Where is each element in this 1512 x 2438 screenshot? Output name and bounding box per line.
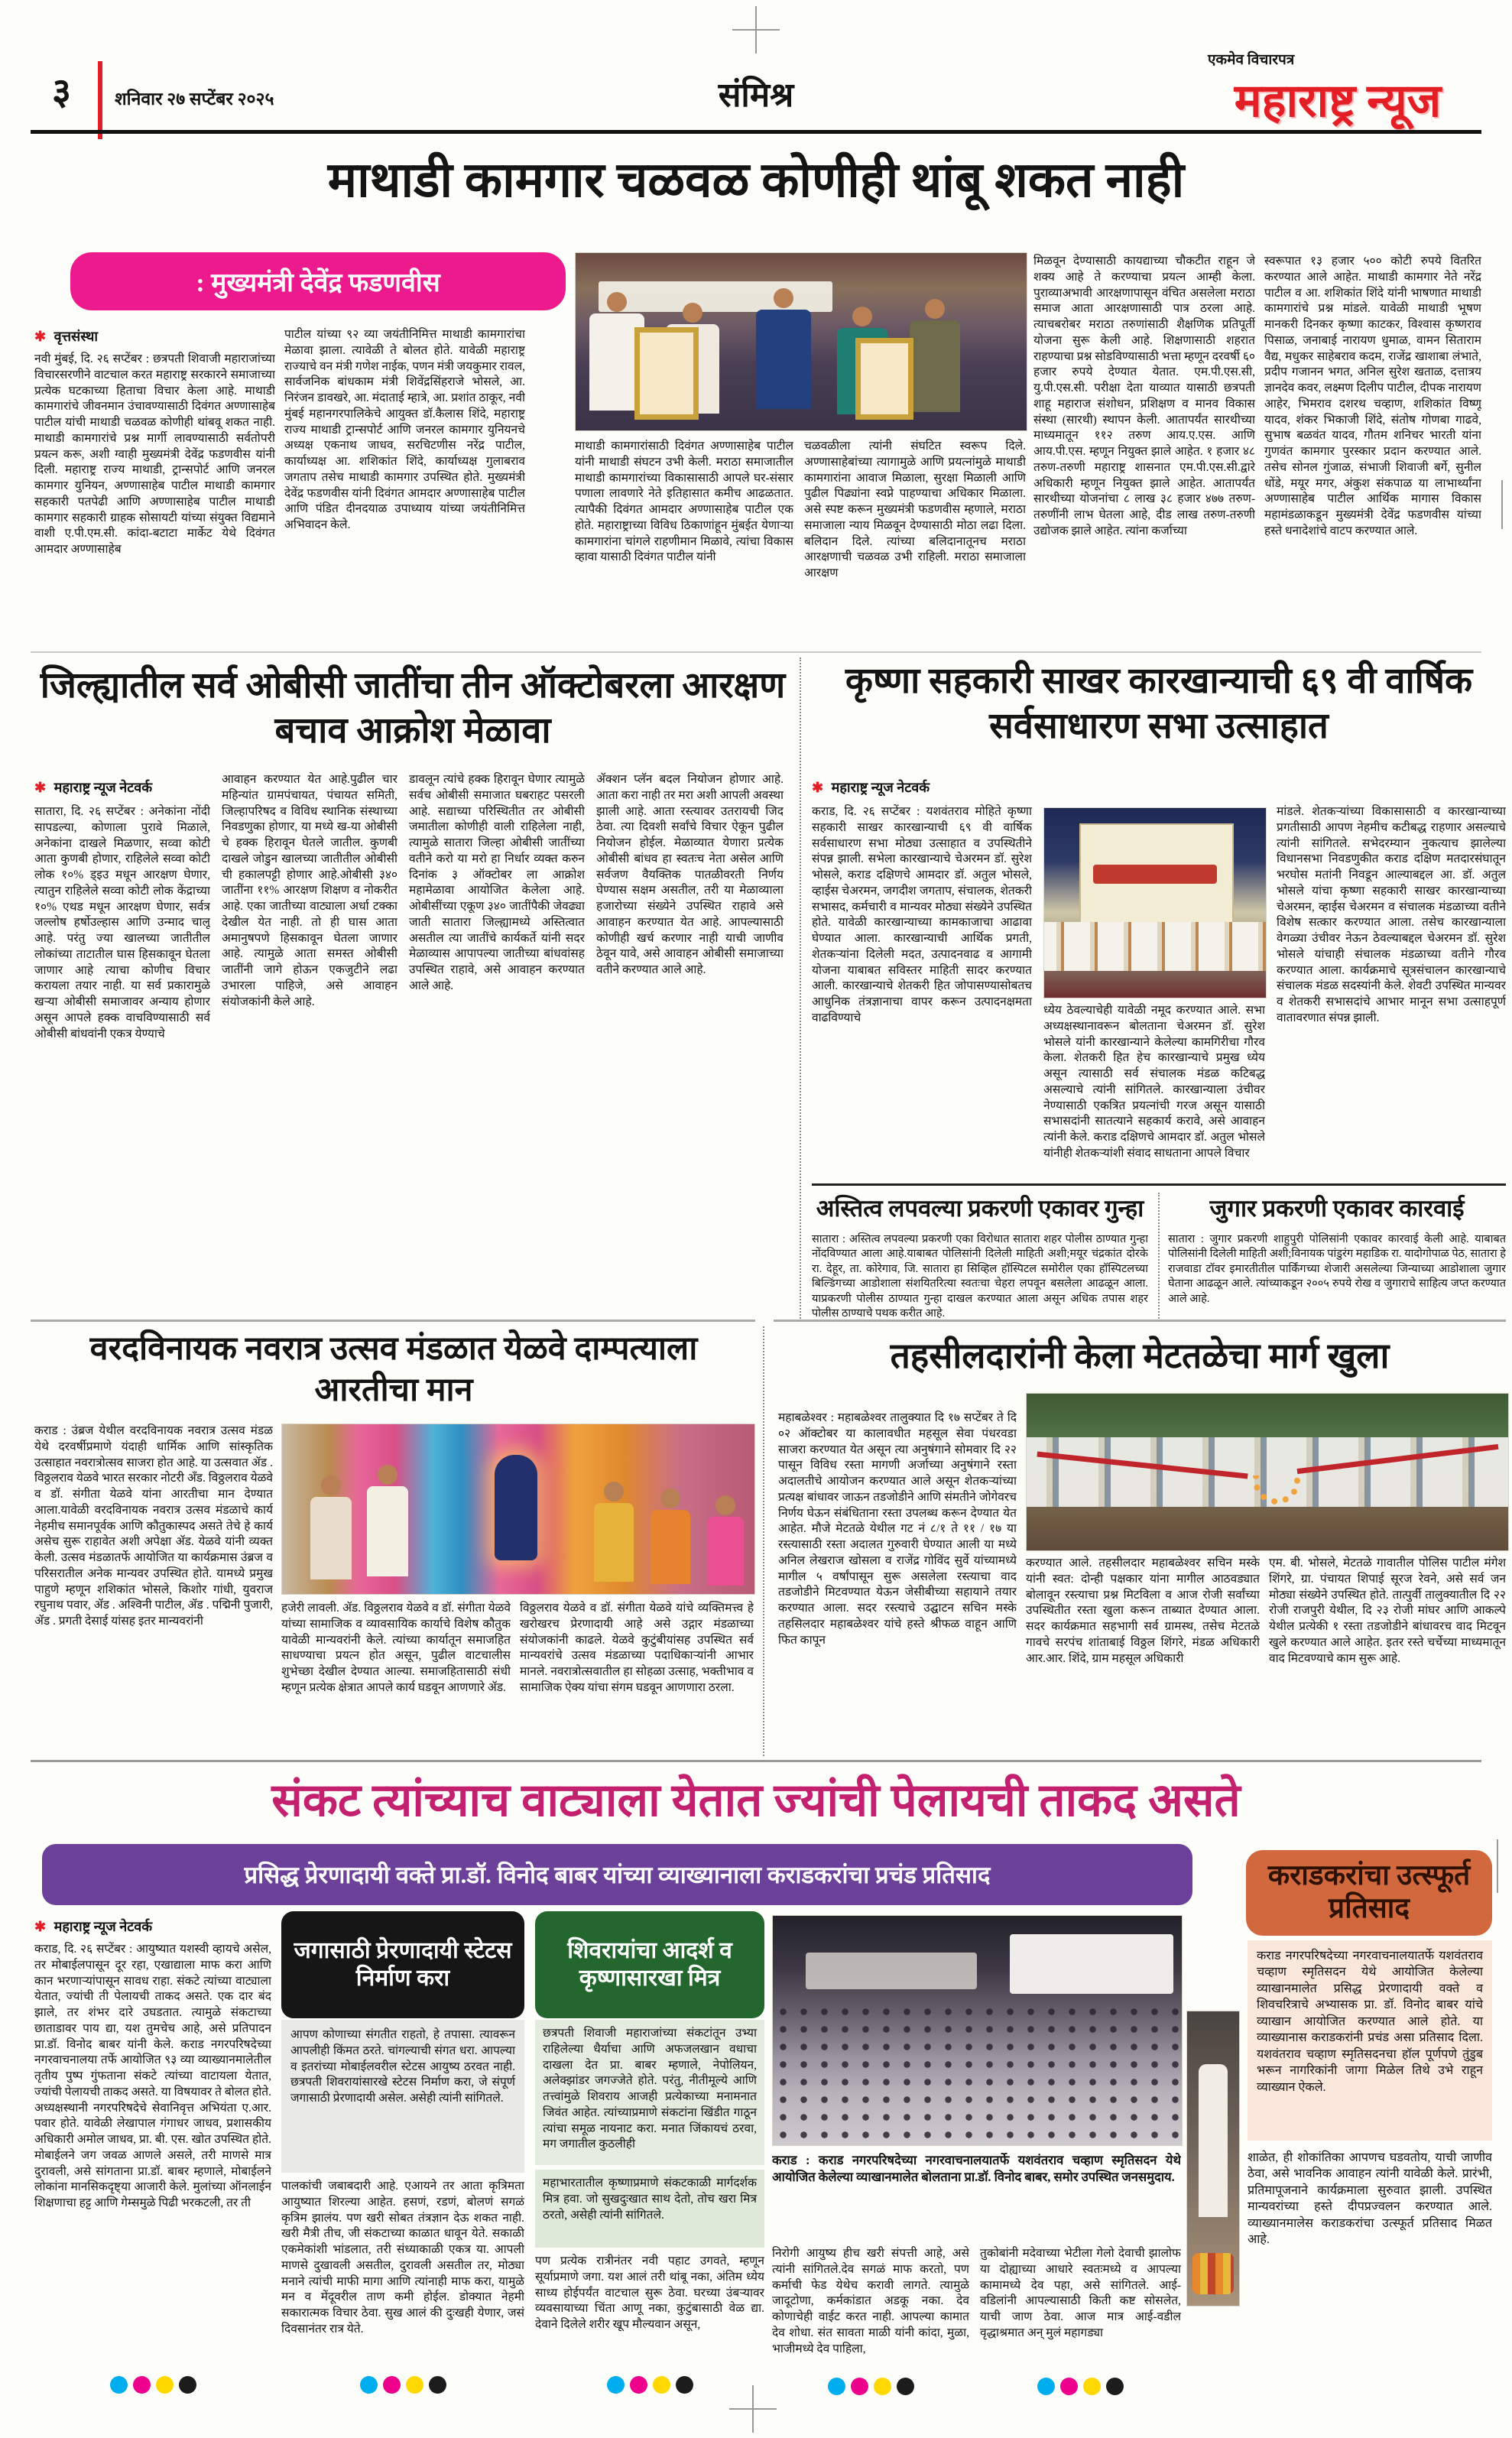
obc-col-3: डावलून त्यांचे हक्क हिरावून घेणार त्यामुळे सर्वच ओबीसी समाजात घबराहट पसरली आहे. सद्याच्या परिस्थितीत तर ओबीसी जमातीला कोणीही वाली राहिलेला नाही, त्यामुळे सातारा जिल्हा ओबीसी जातींच्या वतीने करो या मरो हा निर्धार व्यक्त करुन दिनांक ३ ऑक्टोबर ला आक्रोश महामेळावा आयोजित केलेला आहे. ओबीसींच्या एकूण ३४० जातींपैकी जेवढ्या जाती सातारा जिल्ह्यामध्ये अस्तित्वात असतील त्या जातींचे कार्यकर्ते यांनी सदर मेळाव्यास आपापल्या जातीच्या बांधवांसह उपस्थित राहावे, असे आवाहन करण्यात आले आहे. bbox=[409, 773, 585, 992]
tehsildar-col-2: करण्यात आले. तहसीलदार महाबळेश्वर सचिन मस्के यांनी स्वत: दोन्ही पक्षकार यांना मागील आठवड्यात बोलावून रस्त्याचा प्रश्न मिटविला व आज रोजी सर्वांच्या उपस्थितीत रस्ता खुला करून ताब्यात देण्यात आला. सदर कार्यक्रमात सहभागी सर्व ग्रामस्थ, तसेच मेटतळे गावचे सरपंच शांताबाई विठ्ठल शिंगरे, मंडळ अधिकारी आर.आर. शिंदे, ग्राम महसूल अधिकारी bbox=[1026, 1557, 1260, 1665]
krishna-col-1: कराड, दि. २६ सप्टेंबर : यशवंतराव मोहिते कृष्णा सहकारी साखर कारखान्याची ६९ वी वार्षिक सर्वसाधारण सभा मोठ्या उत्साहात व उपस्थितीने संपन्न झाली. सभेला कारखान्याचे चेअरमन डॉ. सुरेश भोसले, कराड दक्षिणचे आमदार डॉ. अतुल भोसले, व्हाईस चेअरमन, जगदीश जगताप, संचालक, शेतकरी सभासद, कर्मचारी व मान्यवर मोठ्या संख्येने उपस्थित होते. यावेळी कारखान्याच्या कामकाजाचा आढावा घेण्यात आला. कारखान्याची आर्थिक प्रगती, शेतकऱ्यांना दिलेली मदत, उत्पादनवाढ व आगामी योजना याबाबत सविस्तर माहिती सादर करण्यात आली. कारखान्याचे शेतकरी हित जोपासण्यासोबतच आधुनिक तंत्रज्ञानाचा वापर करून उत्पादनक्षमता वाढविण्याचे bbox=[812, 805, 1032, 1024]
audience-row bbox=[1044, 922, 1266, 971]
cyan-dot-icon bbox=[360, 2376, 378, 2394]
mathadi-col-2: पाटील यांच्या ९२ व्या जयंतीनिमित्त माथाडी कामगारांचा मेळावा झाला. त्यावेळी ते बोलत होते. यावेळी महाराष्ट्र राज्याचे वन मंत्री गणेश नाईक, पणन मंत्री जयकुमार रावल, सार्वजनिक बांधकाम मंत्री शिवेंद्रसिंहराजे भोसले, आ. निरंजन डावखरे, आ. मंदाताई म्हात्रे, आ. प्रशांत ठाकूर, नवी मुंबई महानगरपालिकेचे आयुक्त डॉ.कैलास शिंदे, महाराष्ट्र राज्य माथाडी ट्रान्सपोर्ट आणि जनरल कामगार युनियनचे अध्यक्ष एकनाथ जाधव, सरचिटणीस नरेंद्र पाटील, कार्याध्यक्ष आ. शशिकांत शिंदे, कार्याध्यक्ष गुलाबराव जगताप तसेच माथाडी कामगार उपस्थित होते. मुख्यमंत्री देवेंद्र फडणवीस यांनी दिवंगत आमदार अण्णासाहेब पाटील आणि पंडित दीनदयाळ उपाध्याय यांच्या जयंतीनिमित्त अभिवादन केले. bbox=[284, 328, 525, 532]
mathadi-col-photo-1: माथाडी कामगारांसाठी दिवंगत अण्णासाहेब पाटील यांनी माथाडी संघटन उभी केली. मराठा समाजातील माथाडी कामगारांच्या विकासासाठी आपले घर-संसार पणाला लावणारे नेते इतिहासात कमीच आढळतात. त्यापैकी दिवंगत आमदार अण्णासाहेब पाटील एक होते. महाराष्ट्राच्या विविध ठिकाणांहून मुंबईत येणाऱ्या कामगारांना चांगले राहणीमान मिळावे, त्यांचा विकास व्हावा यासाठी दिवंगत पाटील यांनी bbox=[575, 440, 793, 564]
person-head bbox=[378, 1465, 397, 1485]
crop-mark bbox=[1501, 480, 1503, 529]
mathadi-byline-label: वृत्तसंस्था bbox=[54, 329, 99, 344]
section-rule bbox=[31, 1320, 755, 1322]
crime1-body: सातारा : अस्तित्व लपवल्या प्रकरणी एका विरोधात सातारा शहर पोलीस ठाण्यात गुन्हा नोंदविण्यात आला आहे.याबाबत पोलिसांनी दिलेली माहिती अशी;मयूर चंद्रकांत दोरके रा. देहूर, ता. कोरेगाव, जि. सातारा हा सिव्हिल हॉस्पिटल समोरील एका हॉस्पिटलच्या बिल्डिंगच्या आडोशाला संशयितरित्या स्वतःचा चेहरा लपवून बसलेला आढळून आला. याप्रकरणी पोलीस ठाण्यात गुन्हा दाखल करण्यात आला असून अधिक तपास शहर पोलीस ठाण्याचे पथक करीत आहे. bbox=[812, 1233, 1148, 1320]
yellow-dot-icon bbox=[874, 2378, 891, 2395]
person-body bbox=[367, 1486, 408, 1576]
tehsildar-col-3: एम. बी. भोसले, मेटतळे गावातील पोलिस पाटील मंगेश शिंगरे, ग्रा. पंचायत शिपाई सूरज रेवने, असे सर्व जन मोठ्या संख्येने उपस्थित होते. तात्पुर्वी तालुक्यातील दि २२ रोजी राजपुरी येथील, दि २३ रोजी मांघर आणि आकल्पे येथील प्रत्येकी १ रस्ता तडजोडीने बांधावरच वाद मिटवून खुले करण्यात आले आहेत. इतर रस्ते चर्चेच्या माध्यमातून वाद मिटवण्याचे काम सुरू आहे. bbox=[1269, 1557, 1506, 1665]
header-date: शनिवार २७ सप्टेंबर २०२५ bbox=[115, 89, 274, 109]
person-head bbox=[852, 307, 872, 326]
lecture-green-body-2: महाभारतातील कृष्णाप्रमाणे संकटकाळी मार्गदर्शक मित्र हवा. जो सुखदुःखात साथ देतो, तोच खरा मित्र ठरतो, असेही त्यांनी सांगितले. bbox=[535, 2170, 764, 2248]
tehsildar-headline: तहसीलदारांनी केला मेटतळेचा मार्ग खुला bbox=[890, 1336, 1390, 1375]
person-body bbox=[707, 1517, 744, 1586]
person-body bbox=[756, 310, 811, 409]
cyan-dot-icon bbox=[607, 2376, 625, 2394]
stage-table bbox=[806, 1953, 978, 1989]
person-figure bbox=[367, 1465, 408, 1594]
mini-rule bbox=[812, 1183, 1506, 1186]
person-head bbox=[604, 1482, 624, 1501]
section-title: संमिश्र bbox=[718, 76, 794, 114]
lecture-col-4b: तुकोबांनी मदेवाच्या भेटीला गेलो देवाची झालोफ या दोह्याच्या आधारे स्वतःमध्ये व आपल्या कामामध्ये देव पहा, असे सांगितले. आई-वडिलांनी आपल्यासाठी किती कष्ट सोसलेत, याची जाण ठेवा. आज मात्र आई-वडील वृद्धाश्रमात अन् मुलं महागड्या bbox=[980, 2247, 1181, 2339]
column-separator bbox=[800, 657, 801, 1321]
obc-col-2: आवाहन करण्यात येत आहे.पुढील चार महिन्यांत ग्रामपंचायत, पंचायत समिती, जिल्हापरिषद व विविध स्थानिक संस्थाच्या निवडणुका होणार, या मध्ये ख-या ओबीसी चे हक्क हिरावून घेतले जातील. कुणबी दाखले जोडुन खालच्या जातीतील ओबीसी ची हकालपट्टी होणार आहे.ओबीसी ३४० जातींना ११% आरक्षण शिक्षण व नोकरीत आहे. एका जातीच्या वाट्याला अर्धा टक्का देखील येत नाही. तो ही घास आता अमानुषपणे हिसकावून घेतला जाणार आहे. त्यामुळे आता समस्त ओबीसी जातींनी जागे होऊन एकजुटीने लढा उभारला पाहिजे, असे आवाहन संयोजकांनी केले आहे. bbox=[222, 773, 397, 1008]
person-head bbox=[321, 1475, 341, 1495]
cyan-dot-icon bbox=[110, 2376, 128, 2394]
photo-lecture-audience bbox=[772, 1915, 1183, 2146]
idol-figure bbox=[495, 1455, 537, 1560]
lecture-byline bbox=[34, 1917, 271, 1936]
bullet-icon: ✱ bbox=[34, 780, 47, 795]
crop-mark bbox=[729, 2408, 777, 2410]
navratra-col-2: हजेरी लावली. ॲड. विठ्ठलराव येळवे व डॉ. संगीता येळवे यांच्या सामाजिक व व्यावसायिक कार्याचे विशेष कौतुक यावेळी मान्यवरांनी केले. त्यांच्या कार्यातून समाजहित साधण्याचा प्रयत्न होत असून, पुढील वाटचालीस शुभेच्छा देखील देण्यात आल्या. समाजहितासाठी संधी म्हणून प्रत्येक क्षेत्रात आपले कार्य घडवून आणणारे ॲड. bbox=[281, 1602, 511, 1694]
section-rule bbox=[31, 1760, 1481, 1762]
lecture-green-title: शिवरायांचा आदर्श व कृष्णासारखा मित्र bbox=[567, 1938, 732, 1991]
logo-tagline: एकमेव विचारपत्र bbox=[1208, 52, 1295, 68]
crop-mark bbox=[1497, 1839, 1498, 1893]
krishna-col-3: मांडले. शेतकऱ्यांच्या विकासासाठी व कारखान्याच्या प्रगतीसाठी आपण नेहमीच कटीबद्ध राहणार असल्याचे त्यांनी सांगितले. सभेदरम्यान नुकत्याच झालेल्या विधानसभा निवडणुकीत कराड दक्षिण मतदारसंघातून भरघोस मतांनी निवडून आल्याबद्दल आ. डॉ. अतुल भोसले यांचा कृष्णा सहकारी साखर कारखान्याच्या चेअरमन, व्हाईस चेअरमन व संचालक मंडळाच्या वतीने विशेष सत्कार करण्यात आला. तसेच कारखान्याला वेगळ्या उंचीवर नेऊन ठेवल्याबद्दल चेअरमन डॉ. सुरेश भोसले यांचाही संचालक मंडळाच्या वतीने गौरव करण्यात आला. कार्यक्रमाचे सूत्रसंचालन कारखान्याचे संचालक मंडळ सदस्यांनी केले. शेवटी उपस्थित मान्यवर व शेतकरी सभासदांचे आभार मानून सभा उत्साहपूर्ण वातावरणात संपन्न झाली. bbox=[1277, 805, 1506, 1024]
photo-road-opening bbox=[1026, 1393, 1509, 1551]
lecture-orange-box bbox=[1246, 1850, 1492, 1936]
crime1-headline: अस्तित्व लपवल्या प्रकरणी एकावर गुन्हा bbox=[816, 1195, 1144, 1222]
logo-title: महाराष्ट्र न्यूज bbox=[1234, 76, 1442, 126]
award-frame bbox=[634, 327, 699, 420]
lecture-photo-caption: कराड : कराड नगरपरिषदेच्या नगरवाचनालयातर्फे यशवंतराव चव्हाण स्मृतिसदन येथे आयोजित केलेल्या व्याखानमालेत बोलताना प्रा.डॉ. विनोद बाबर, समोर उपस्थित जनसमुदाय. bbox=[772, 2153, 1181, 2185]
person-body bbox=[594, 1503, 634, 1582]
navratra-headline: वरदविनायक नवरात्र उत्सव मंडळात येळवे दाम्पत्याला आरतीचा मान bbox=[89, 1331, 698, 1408]
lecture-col-2-tail: पालकांची जबाबदारी आहे. एआयने तर आता कृत्रिमता आयुष्यात शिरल्या आहेत. हसणं, रडणं, बोलणं सगळं कृत्रिम झालंय. पण खरी सोबत तंत्रज्ञान देऊ शकत नाही. खरी मैत्री तीच, जी संकटाच्या काळात धावून येते. सकाळी एकमेकांशी भांडलात, तरी संध्याकाळी एकत्र या. आपली माणसे दुखावली असतील, दुरावली असतील तर, मोठ्या मनाने त्यांची माफी मागा आणि त्यांनाही माफ करा, यामुळे मन व मेंदूवरील ताण कमी होईल. डोक्यात नेहमी सकारात्मक विचार ठेवा. सुख आलं की दुःखही येणार, जसं दिवसानंतर रात्र येते. bbox=[281, 2180, 524, 2336]
registration-dots bbox=[34, 2376, 271, 2394]
lecture-black-box bbox=[281, 1911, 524, 2018]
lecture-green-body: छत्रपती शिवाजी महाराजांच्या संकटांतून उभ्या राहिलेल्या धैर्याचा आणि अफजलखान वधाचा दाखला देत प्रा. बाबर म्हणाले, नेपोलियन, अलेक्झांडर जगज्जेते होते. परंतु, नीतीमूल्ये आणि तत्त्वांमुळे शिवराय आजही प्रत्येकाच्या मनामनात जिवंत आहेत. त्यांच्याप्रमाणे संकटांना खिंडीत गाठून त्यांचा समूळ नायनाट करा. मनात जिंकायचं ठरवा, मग जगातील कुठलीही bbox=[535, 2020, 764, 2165]
yellow-dot-icon bbox=[156, 2376, 174, 2394]
bullet-icon: ✱ bbox=[812, 780, 824, 795]
person-body bbox=[310, 1497, 352, 1580]
lecture-orange-body: कराड नगरपरिषदेच्या नगरवाचनालयातर्फे यशवंतराव चव्हाण स्मृतिसदन येथे आयोजित केलेल्या व्याखानमालेत प्रसिद्ध प्रेरणादायी वक्ते व शिवचरित्राचे अभ्यासक प्रा. डॉ. विनोद बाबर यांचे व्याखान आयोजित करण्यात आले होते. या व्याख्यानास कराडकरांनी प्रचंड असा प्रतिसाद दिला. यशवंतराव चव्हाण स्मृतिसदनचा हॉल पूर्णपणे तुंडुब भरून नागरिकांनी जागा मिळेल तिथे उभे राहून व्याख्यान ऐकले. bbox=[1248, 1940, 1492, 2141]
cyan-dot-icon bbox=[828, 2378, 845, 2395]
registration-dots bbox=[535, 2376, 764, 2394]
photo-krishna-meeting bbox=[1043, 807, 1267, 998]
person-figure bbox=[707, 1495, 744, 1594]
person-head bbox=[683, 303, 702, 323]
person-head bbox=[925, 299, 945, 319]
black-dot-icon bbox=[897, 2378, 914, 2395]
person-figure bbox=[651, 1488, 690, 1594]
speaker-figure bbox=[1199, 2064, 1228, 2217]
registration-dots bbox=[281, 2376, 524, 2394]
person-head bbox=[607, 292, 627, 312]
photo-navratra-festival bbox=[281, 1424, 755, 1595]
lecture-black-body: आपण कोणाच्या संगतीत राहतो, हे तपासा. त्यावरून आपलीही किंमत ठरते. चांगल्याची संगत धरा. आपल्या व इतरांच्या मोबाईलवरील स्टेटस आयुष्य ठरवत नाही. छत्रपती शिवरायांसारखे स्टेटस निर्माण करा, जे संपूर्ण जगासाठी प्रेरणादायी असेल. असेही त्यांनी सांगितले. bbox=[281, 2020, 524, 2173]
person-figure bbox=[594, 1482, 634, 1594]
mini-separator bbox=[1158, 1193, 1160, 1321]
section-rule bbox=[774, 1320, 1506, 1322]
crop-mark bbox=[732, 29, 780, 31]
lecture-subhead-box bbox=[42, 1844, 1192, 1905]
banner-strip bbox=[1093, 865, 1217, 884]
black-dot-icon bbox=[676, 2376, 693, 2394]
magenta-dot-icon bbox=[383, 2376, 401, 2394]
flower-decor bbox=[1192, 2253, 1234, 2294]
obc-byline-label: महाराष्ट्र न्यूज नेटवर्क bbox=[54, 780, 153, 795]
person-head bbox=[660, 1488, 680, 1508]
column-separator bbox=[763, 1326, 764, 1756]
registration-dots bbox=[772, 2378, 969, 2395]
black-dot-icon bbox=[1106, 2378, 1124, 2395]
black-dot-icon bbox=[179, 2376, 196, 2394]
person-body bbox=[910, 320, 960, 412]
magenta-dot-icon bbox=[1060, 2378, 1078, 2395]
lecture-headline: संकट त्यांच्याच वाट्याला येतात ज्यांची पेलायची ताकद असते bbox=[271, 1775, 1241, 1826]
obc-col-1: सातारा, दि. २६ सप्टेंबर : अनेकांना नोंदी सापडल्या, कोणाला पुरावे मिळाले, अनेकांना दाखले मिळणार, सव्वा कोटी आता कुणबी होणार, राहिलेले सव्वा कोटी लोक १०% ड्इउ मधून आरक्षण घेणार, त्यातुन राहिलेले सव्वा कोटी लोक केंद्राच्या १०% एथड मधून आरक्षण घेणार, सर्वत्र जल्लोष हर्षोउल्हास आणि उन्माद चालू आहे. परंतु ज्या खालच्या जातीतील लोकांच्या ताटातील घास हिसकावून घेतला जाणार आहे त्याचा कोणीच विचार करायला तयार नाही. या सर्व प्रकारामुळे खऱ्या ओबीसी समाजावर अन्याय होणार असून आपले हक्क वाचविण्यासाठी सर्व ओबीसी बांधवांनी एकत्र येण्याचे bbox=[34, 805, 210, 1040]
bullet-icon: ✱ bbox=[34, 1919, 47, 1934]
award-frame bbox=[855, 338, 913, 420]
lecture-green-box bbox=[535, 1911, 764, 2018]
section-rule bbox=[31, 651, 1481, 653]
yellow-dot-icon bbox=[1083, 2378, 1101, 2395]
mathadi-byline bbox=[34, 327, 275, 346]
cyan-dot-icon bbox=[1037, 2378, 1055, 2395]
krishna-col-2: ध्येय ठेवल्याचेही यावेळी नमूद करण्यात आले. सभा अध्यक्षस्थानावरून बोलताना चेअरमन डॉ. सुरेश भोसले यांनी कारखान्याने केलेल्या कामगिरीचा गौरव केला. शेतकरी हित हेच कारखान्याचे प्रमुख ध्येय असून त्यासाठी सर्व संचालक मंडळ कटिबद्ध असल्याचे त्यांनी सांगितले. कारखान्याला उंचीवर नेण्यासाठी एकत्रित प्रयत्नांची गरज असून यासाठी सभासदांनी सातत्याने सहकार्य करावे, असे आवाहन त्यांनी केले. कराड दक्षिणचे आमदार डॉ. अतुल भोसले यांनीही शेतकऱ्यांशी संवाद साधताना आपले विचार bbox=[1043, 1004, 1265, 1160]
photo-speaker-strip bbox=[1186, 2011, 1240, 2307]
navratra-col-1: कराड : उंब्रज येथील वरदविनायक नवरात्र उत्सव मंडळ येथे दरवर्षीप्रमाणे यंदाही धार्मिक आणि सांस्कृतिक उत्साहात नवरात्रोत्सव साजरा होत आहे. या उत्सवात ॲड . विठ्ठलराव येळवे भारत सरकार नोटरी अँड. विठ्ठलराव येळवे व डॉ. संगीता येळवे यांना आरतीचा मान देण्यात आला.यावेळी वरदविनायक नवरात्र उत्सव मंडळाचे कार्य नेहमीच समानपूर्वक आणि कौतुकास्पद असते तेचे हे कार्य असेच सुरू राहावेत अशी अपेक्षा ॲड. येळवे यांनी व्यक्त केली. उत्सव मंडळातर्फे आयोजित या कार्यक्रमास उंब्रज व परिसरातील अनेक मान्यवर उपस्थित होते. यामध्ये प्रमुख पाहुणे म्हणून शशिकांत भोसले, किशोर गांधी, युवराज रघुनाथ पवार, ॲड . अश्विनी पाटील, ॲड . पद्मिनी पुजारी, ॲड . प्रगती देसाई यांसह इतर मान्यवरांनी bbox=[34, 1424, 273, 1628]
obc-col-4: ॲक्शन प्लॅन बदल नियोजन होणार आहे. आता करा नाही तर मरा अशी आपली अवस्था झाली आहे. आता रस्त्यावर उतरायची जिद ठेवा. त्या दिवशी सर्वांचे विचार ऐकून पुढील नियोजन होईल. मेळाव्यात येणारा प्रत्येक ओबीसी बांधव हा स्वतःच नेता असेल आणि सर्वजण वैयक्तिक पातळीवरती निर्णय घेण्यास सक्षम असतील, तरी या मेळाव्याला हजारोच्या संख्येने उपस्थित राहावे असे आवाहन करण्यात येत आहे. आपल्यासाठी कोणीही खर्च करणार नाही याची जाणीव ठेवून यावे, असे आवाहन ओबीसी समाजाच्या वतीने करण्यात आले आहे. bbox=[596, 773, 784, 977]
lecture-col-3-tail: पण प्रत्येक रात्रीनंतर नवी पहाट उगवते, म्हणून सूर्याप्रमाणे जगा. यश आलं तरी थांबू नका, अंतिम ध्येय साध्य होईपर्यंत वाटचाल सुरू ठेवा. घरच्या उंबऱ्यावर व्यवसायाच्या चिंता आणू नका, कुटुंबासाठी वेळ द्या. देवाने दिलेले शरीर खूप मौल्यवान असून, bbox=[535, 2255, 764, 2332]
mathadi-col-3: मिळवून देण्यासाठी कायद्याच्या चौकटीत राहून जे शक्य आहे ते करण्याचा प्रयत्न आम्ही केला. पुराव्याअभावी आरक्षणापासून वंचित असलेला मराठा समाज आता आरक्षणासाठी पात्र ठरला आहे. त्याचबरोबर मराठा तरुणांसाठी शैक्षणिक प्रतिपूर्ती योजना सुरू केली आहे. शिक्षणासाठी शहरात राहण्याचा प्रश्न सोडविण्यासाठी भत्ता म्हणून दरवर्षी ६० हजार रुपये देण्यात येतात. एम.पी.एस.सी, यु.पी.एस.सी. परीक्षा देता याव्यात यासाठी छत्रपती शाहू महाराज संशोधन, प्रशिक्षण व मानव विकास संस्था (सारथी) स्थापन केली. आतापर्यंत सारथीच्या माध्यमातून ११२ तरुण आय.ए.एस. आणि आय.पी.एस. म्हणून नियुक्त झाले आहेत. १ हजार ४८ तरुण-तरुणी महाराष्ट्र शासनात एम.पी.एस.सी.द्वारे अधिकारी म्हणून नियुक्त झाले आहेत. आतापर्यंत सारथीच्या योजनांचा ८ लाख ३८ हजार ४७७ तरुण-तरुणींनी लाभ घेतला आहे, दीड लाख तरुण-तरुणी उद्योजक झाले आहेत. त्यांना कर्जाच्या bbox=[1033, 255, 1255, 538]
header-rule bbox=[31, 130, 1481, 134]
crime2-headline: जुगार प्रकरणी एकावर कारवाई bbox=[1209, 1195, 1465, 1222]
krishna-headline: कृष्णा सहकारी साखर कारखान्याची ६९ वी वार्षिक सर्वसाधारण सभा उत्साहात bbox=[845, 661, 1473, 746]
krishna-byline-label: महाराष्ट्र न्यूज नेटवर्क bbox=[831, 780, 930, 795]
person-figure bbox=[910, 299, 960, 430]
mathadi-headline: माथाडी कामगार चळवळ कोणीही थांबू शकत नाही bbox=[327, 153, 1185, 207]
stage-table bbox=[1010, 1934, 1173, 1994]
krishna-byline bbox=[812, 778, 1133, 797]
person-body bbox=[651, 1510, 690, 1583]
lecture-col-4a: निरोगी आयुष्य हीच खरी संपत्ती आहे, असे त्यांनी सांगितले.देव सगळं माफ करतो, पण कर्माची फेड येथेच करावी लागते. त्यामुळे जादूटोणा, कर्मकांडात अडकू नका. देव कोणाचेही वाईट करत नाही. आपल्या कामात देव शोधा. संत सावता माळी यांनी कांदा, मुळा, भाजीमध्ये देव पाहिला, bbox=[772, 2247, 969, 2355]
registration-dots bbox=[980, 2378, 1181, 2395]
mathadi-col-photo-2: चळवळीला त्यांनी संघटित स्वरूप दिले. अण्णासाहेबांच्या त्यागामुळे आणि प्रयत्नांमुळे माथाडी कामगारांना आवाज मिळाला, सुरक्षा मिळाली आणि पुढील पिढ्यांना स्वप्ने पाहण्याचा अधिकार मिळाला. असे स्पष्ट करून मुख्यमंत्री फडणवीस म्हणाले, मराठा समाजाला न्याय मिळवून देण्यासाठी मोठा लढा दिला. बलिदान दिले. त्यांच्या बलिदानातूनच मराठा आरक्षणाची चळवळ उभी राहिली. मराठा समाजाला आरक्षण bbox=[804, 440, 1026, 580]
lecture-black-title: जगासाठी प्रेरणादायी स्टेटस निर्माण करा bbox=[294, 1938, 512, 1991]
yellow-dot-icon bbox=[406, 2376, 423, 2394]
person-figure bbox=[310, 1475, 352, 1594]
lecture-subhead: प्रसिद्ध प्रेरणादायी वक्ते प्रा.डॉ. विनोद बाबर यांच्या व्याख्यानाला कराडकरांचा प्रचंड प्रतिसाद bbox=[244, 1862, 991, 1888]
navratra-col-3: विठ्ठलराव येळवे व डॉ. संगीता येळवे यांचे व्यक्तिमत्त्व हे खरोखरच प्रेरणादायी आहे असे उद्गार मंडळाच्या संयोजकांनी काढले. येळवे कुटुंबीयांसह उपस्थित सर्व मान्यवरांचे उत्सव मंडळाच्या पदाधिकाऱ्यांनी आभार मानले. नवरात्रोत्सवातील हा सोहळा उत्साह, भक्तीभाव व सामाजिक ऐक्य यांचा संगम घडवून आणणारा ठरला. bbox=[520, 1602, 754, 1694]
person-head bbox=[715, 1495, 735, 1515]
lecture-orange-title: कराडकरांचा उत्स्फूर्त प्रतिसाद bbox=[1267, 1860, 1471, 1924]
magenta-dot-icon bbox=[630, 2376, 647, 2394]
magenta-dot-icon bbox=[851, 2378, 868, 2395]
yellow-dot-icon bbox=[653, 2376, 670, 2394]
obc-headline: जिल्ह्यातील सर्व ओबीसी जातींचा तीन ऑक्टोबरला आरक्षण बचाव आक्रोश मेळावा bbox=[40, 666, 786, 751]
page-number: ३ bbox=[52, 72, 71, 112]
lecture-col-1: कराड, दि. २६ सप्टेंबर : आयुष्यात यशस्वी व्हायचे असेल, तर मोबाईलपासून दूर रहा, एखाद्याला माफ करा आणि कान भरणाऱ्यांपासून सावध राहा. संकटे त्यांच्या वाट्याला येतात, ज्यांची ती पेलायची ताकद असते. एक दार बंद झाले, तर शंभर दारे उघडतात. त्यामुळे संकटाच्या छाताडावर पाय द्या, यश तुमचेच आहे, असे प्रतिपादन प्रा.डॉ. विनोद बाबर यांनी केले. कराड नगरपरिषदेच्या नगरवाचनालया तर्फे आयोजित ९३ व्या व्याख्यानमालेतील तृतीय पुष्प गुंफताना संकटे त्यांच्या वाटायला येतात, ज्यांची पेलायची ताकद असते. या विषयावर ते बोलत होते. अध्यक्षस्थानी नगरपरिषदेचे सेवानिवृत्त अभियंता ए.आर. पवार होते. यावेळी लेखापाल गंगाधर जाधव, प्रशासकीय अधिकारी अमोल जाधव, प्रा. बी. एस. खोत उपस्थित होते. मोबाईलने जग जवळ आणले असले, तरी माणसे मात्र दुरावली, असे सांगताना प्रा.डॉ. बाबर म्हणाले, मोबाईलने लोकांना मानसिकदृष्ट्या आजारी केले. मुलांच्या ऑनलाईन शिक्षणाचा हट्ट आणि गेम्समुळे पिढी भरकटली, तर ती bbox=[34, 1943, 271, 2210]
lecture-col-6-tail: शाळेत, ही शोकांतिका आपणच घडवतोय, याची जाणीव ठेवा, असे भावनिक आवाहन त्यांनी यावेळी केले. प्रारंभी, प्रतिमापूजनाने कार्यक्रमाला सुरुवात झाली. उपस्थित मान्यवरांच्या हस्ते दीपप्रज्वलन करण्यात आले. व्याख्यानमालेस कराडकरांचा उत्स्फूर्त प्रतिसाद मिळत आहे. bbox=[1248, 2151, 1492, 2247]
lecture-byline-label: महाराष्ट्र न्यूज नेटवर्क bbox=[54, 1919, 153, 1934]
mathadi-col-4: स्वरूपात १३ हजार ५०० कोटी रुपये वितरित करण्यात आले आहेत. माथाडी कामगार नेते नरेंद्र पाटील व आ. शशिकांत शिंदे यांनी भाषणात माथाडी कामगारांचे प्रश्न मांडले. यावेळी माथाडी भूषण मानकरी दिनकर कृष्णा काटकर, विश्वास कृष्णराव पिसाळ, जनाबाई नारायण धुमाळ, वामन सिताराम वैद्य, मधुकर साहेबराव कदम, राजेंद्र खाशाबा लंभाते, प्रदीप गजानन भगत, अनिल सुरेश खताळ, दत्तात्रय ज्ञानदेव कवर, लक्ष्मण दिलीप पाटील, दीपक नारायण आहेर, भिमराव दशरथ चव्हाण, शशिकांत विष्णू यादव, शंकर भिकाजी शिंदे, संतोष गोणबा गाढवे, सुभाष बळवंत यादव, गौतम शनिचर भारती यांना गुणवंत कामगार पुरस्कार प्रदान करण्यात आले. तसेच सोनल गुंजाळ, संभाजी शिवाजी बर्गे, सुनील धोंडे, मयूर मगर, अंकुश संकपाळ या लाभार्थ्यांना अण्णासाहेब पाटील आर्थिक मागास विकास महामंडळाकडून मुख्यमंत्री देवेंद्र फडणवीस यांच्या हस्ते धनादेशांचे वाटप करण्यात आले. bbox=[1264, 255, 1481, 538]
audience-heads bbox=[773, 2003, 1182, 2145]
black-dot-icon bbox=[429, 2376, 446, 2394]
crime2-body: सातारा : जुगार प्रकरणी शाहुपुरी पोलिसांनी एकावर कारवाई केली आहे. याबाबत पोलिसांनी दिलेली माहिती अशी;विनायक पांडुरंग महाडिक रा. यादोगोपाळ पेठ, सातारा हे राजवाडा टॉवर इमारतीतील पार्किंगच्या शेजारी असलेल्या जिन्याच्या आडोशाला जुगार घेताना आढळून आले. त्यांच्याकडून २००५ रुपये रोख व जुगाराचे साहित्य जप्त करण्यात आले आहे. bbox=[1168, 1233, 1506, 1305]
mathadi-kicker bbox=[70, 252, 566, 310]
magenta-dot-icon bbox=[133, 2376, 151, 2394]
photo-mathadi-event bbox=[575, 252, 1027, 431]
bullet-icon: ✱ bbox=[34, 329, 47, 344]
tehsildar-col-1: महाबळेश्वर : महाबळेश्वर तालुक्यात दि १७ सप्टेंबर ते दि ०२ ऑक्टोबर या कालावधीत महसूल सेवा पंधरवडा साजरा करण्यात येत असून त्या अनुषंगाने सोमवार दि २२ पासून विविध रस्ता मागणी अर्जाच्या अनुषंगाने रस्ता अदालतीचे आयोजन करण्यात आले असून शेतकऱ्यांच्या प्रत्यक्ष बांधावर जाऊन तडजोडीने आणि संमतीने जोगेवरच निर्णय घेऊन संबंधिताना रस्ता उपलब्ध करून देण्यात येत आहेत. मौजे मेटतळे येथील गट नं ८/१ ते ११ / १७ या रस्त्यासाठी रस्ता अदालत गुरुवारी घेण्यात आली या मध्ये अनिल लेखराज खोसला व राजेंद्र गोविंद सुर्वे यांच्यामध्ये मागील ५ वर्षांपासून सुरू असलेला रस्त्याचा वाद तडजोडीने मिटवण्यात येऊन जेसीबीच्या सहायाने तयार करण्यात आला. सदर रस्त्याचे उद्घाटन सचिन मस्के तहसिलदार महाबळेश्वर यांचे हस्ते श्रीफळ वाहून आणि फित कापून bbox=[778, 1411, 1017, 1647]
person-figure bbox=[756, 288, 811, 430]
mathadi-col-1: नवी मुंबई, दि. २६ सप्टेंबर : छत्रपती शिवाजी महाराजांच्या विचारसरणीने वाटचाल करत महाराष्ट्र सरकारने समाजाच्या प्रत्येक घटकाच्या हिताचा विचार केला आहे. माथाडी कामगारांचे जीवनमान उंचावण्यासाठी दिवंगत अण्णासाहेब पाटील यांची माथाडी चळवळ कोणीही थांबवू शकत नाही. माथाडी कामगारांचे प्रश्न मार्गी लावण्यासाठी सर्वतोपरी प्रयत्न करू, अशी ग्वाही मुख्यमंत्री देवेंद्र फडणवीस यांनी दिली. महाराष्ट्र राज्य माथाडी, ट्रान्सपोर्ट आणि जनरल कामगार युनियन, अण्णासाहेब पाटील माथाडी कामगार सहकारी पतपेढी आणि अण्णासाहेब पाटील माथाडी कामगार सहकारी ग्राहक सोसायटी यांच्या संयुक्त विद्यमाने वाशी ए.पी.एम.सी. कांदा-बटाटा मार्केट येथे दिवंगत आमदार अण्णासाहेब bbox=[34, 352, 275, 557]
mathadi-kicker-label: : मुख्यमंत्री देवेंद्र फडणवीस bbox=[196, 269, 440, 297]
person-head bbox=[774, 288, 793, 308]
